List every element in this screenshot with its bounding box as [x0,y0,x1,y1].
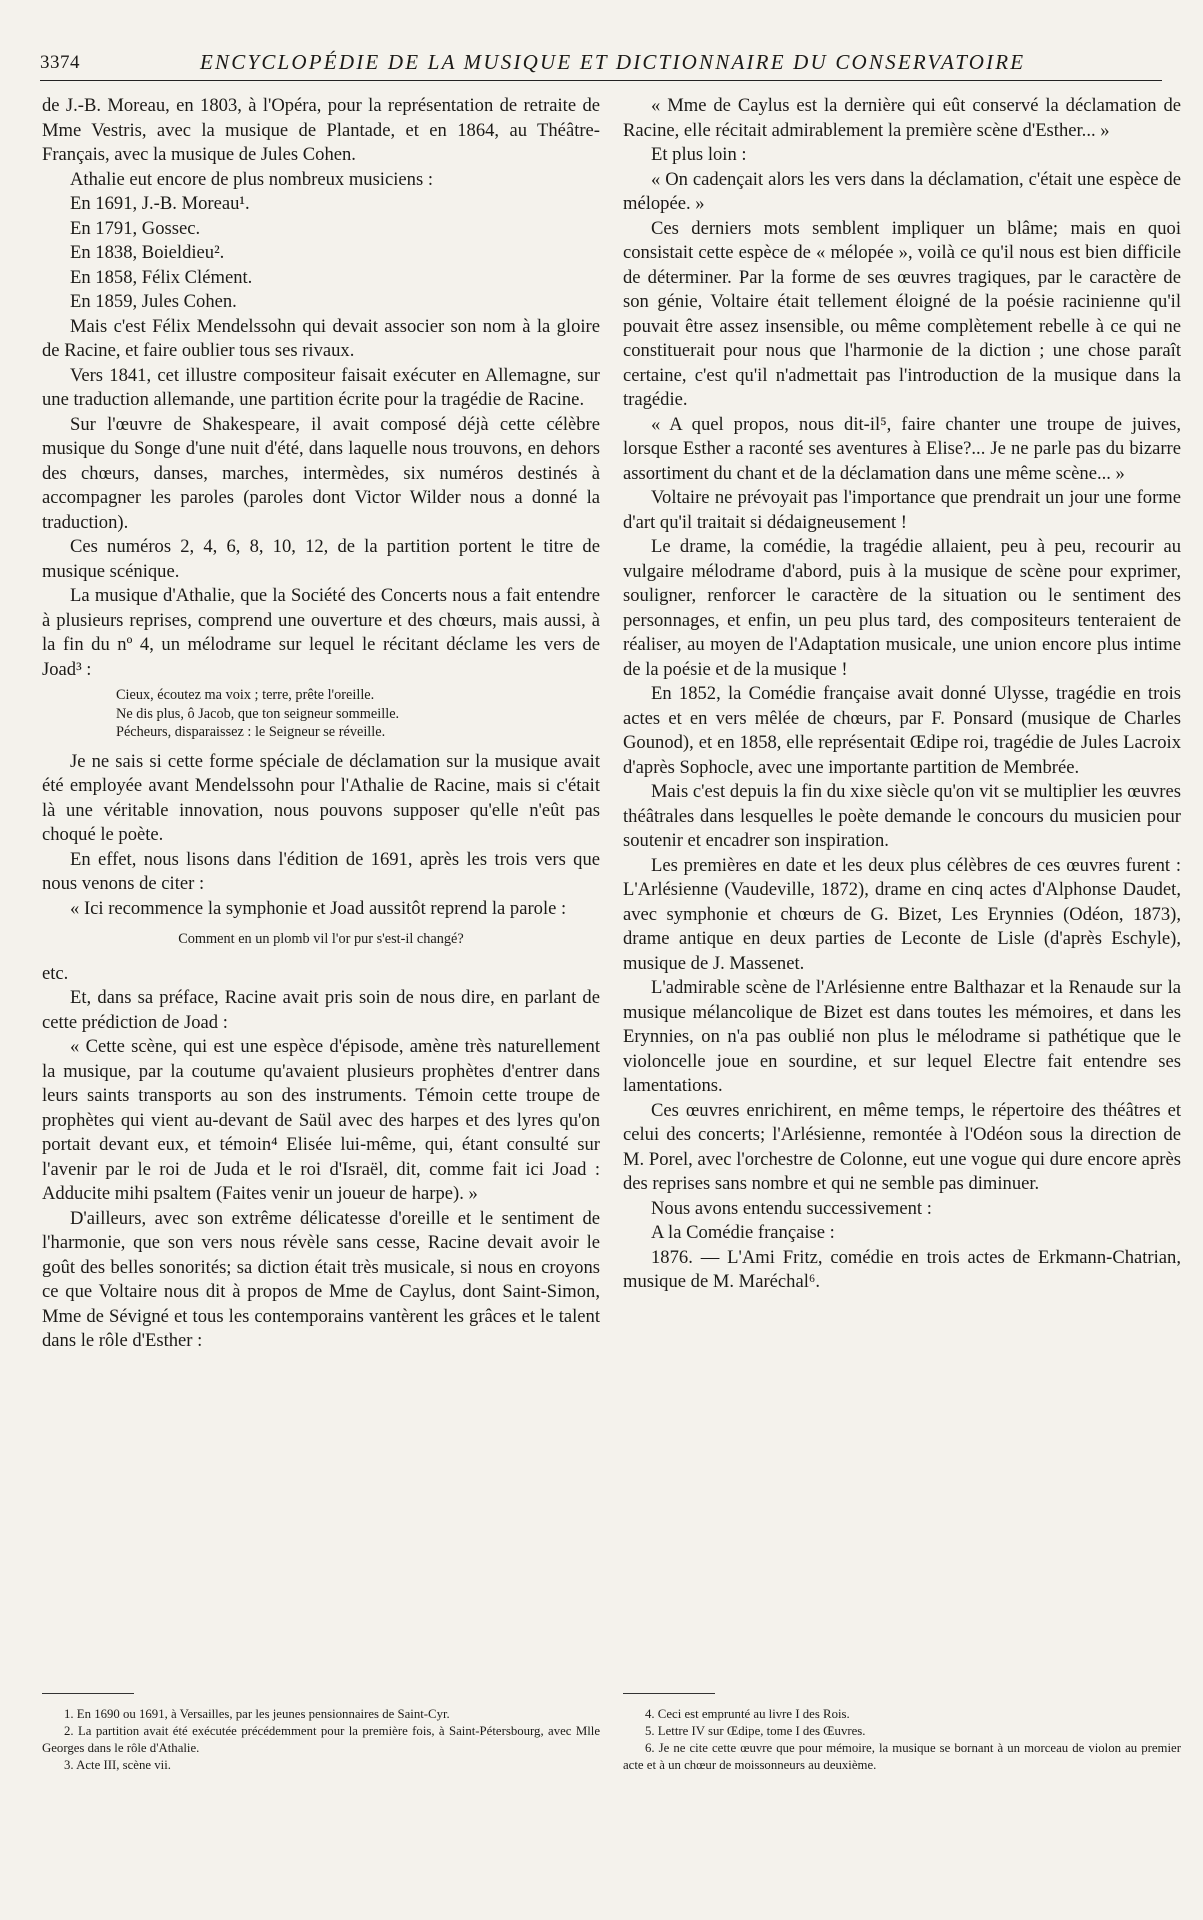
list-item: En 1691, J.-B. Moreau¹. [70,193,250,214]
footnote: 4. Ceci est emprunté au livre I des Rois. [645,1707,850,1721]
paragraph: etc. [42,962,69,984]
paragraph: « A quel propos, nous dit-il⁵, faire chanter une troupe de juives, lorsque Esther a raconté ses aventures à Elise?... Je ne parle pas du bizarre assortiment du chant et de la déclamation dans une même scène... » [623,413,1181,484]
paragraph: A la Comédie française : [651,1222,835,1243]
footnote: 3. Acte III, scène vii. [64,1758,171,1772]
paragraph: Le drame, la comédie, la tragédie allaient, peu à peu, recourir au vulgaire mélodrame d'abord, puis à la musique de scène pour exprimer, souligner, renforcer le caractère de la situation ou le sentiment des personnages, et enfin, un peu plus tard, des compositeurs tenteraient de réaliser, au moyen de l'Adaptation musicale, une union encore plus intime de la poésie et de la musique ! [623,536,1181,680]
list-item: En 1791, Gossec. [70,217,201,239]
left-column [42,94,600,1354]
paragraph: « On cadençait alors les vers dans la déclamation, c'était une espèce de mélopée. » [623,168,1181,214]
footnote: 1. En 1690 ou 1691, à Versailles, par les jeunes pensionnaires de Saint-Cyr. [64,1707,450,1721]
paragraph: Je ne sais si cette forme spéciale de déclamation sur la musique avait été employée avant Mendelssohn pour l'Athalie de Racine, mais si c'était là une véritable innovation, nous pouvons supposer qu'elle n'eût pas choqué le poète. [42,750,600,845]
paragraph: L'admirable scène de l'Arlésienne entre Balthazar et la Renaude sur la musique mélancolique de Bizet est dans toutes les mémoires, et dans les Erynnies, on n'a pas oublié non plus le mélodrame si pathétique que le violoncelle joue en sourdine, et sur lequel Electre fait entendre ses lamentations. [623,977,1181,1096]
list-item: En 1838, Boieldieu². [70,242,225,263]
paragraph: Ces numéros 2, 4, 6, 8, 10, 12, de la partition portent le titre de musique scénique. [42,536,600,582]
paragraph: Sur l'œuvre de Shakespeare, il avait composé déjà cette célèbre musique du Songe d'une nuit d'été, dans laquelle nous trouvons, en dehors des chœurs, danses, marches, intermèdes, six numéros destinés à accompagner les paroles (paroles dont Victor Wilder nous a donné la traduction). [42,413,600,533]
page-header [40,52,1162,81]
paragraph: Et plus loin : [651,144,747,165]
paragraph: Athalie eut encore de plus nombreux musiciens : [70,168,433,190]
paragraph: Voltaire ne prévoyait pas l'importance que prendrait un jour une forme d'art qu'il traitait si dédaigneusement ! [623,487,1181,533]
footnote-rule [623,1693,715,1694]
paragraph: En effet, nous lisons dans l'édition de 1691, après les trois vers que nous venons de citer : [42,848,600,894]
paragraph: Mais c'est depuis la fin du xixe siècle qu'on vit se multiplier les œuvres théâtrales dans lesquelles le poète demande le concours du musicien pour soutenir et encadrer son inspiration. [623,781,1181,851]
paragraph: de J.-B. Moreau, en 1803, à l'Opéra, pour la représentation de retraite de Mme Vestris, avec la musique de Plantade, et en 1864, au Théâtre-Français, avec la musique de Jules Cohen. [42,95,600,165]
footnote-rule [42,1693,134,1694]
running-title: ENCYCLOPÉDIE DE LA MUSIQUE ET DICTIONNAIRE DU CONSERVATOIRE [200,50,1026,74]
paragraph: « Cette scène, qui est une espèce d'épisode, amène très naturellement la musique, par la coutume qu'avaient plusieurs prophètes d'entrer dans leurs saints transports au son des instruments. Témoin cette troupe de prophètes qui vient au-devant de Saül avec des harpes et des lyres qu'on portait devant eux, et témoin⁴ Elisée lui-même, qui, étant consulté sur l'avenir par le roi de Juda et le roi d'Israël, dit, comme fait ici Joad : Adducite mihi psaltem (Faites venir un joueur de harpe). » [42,1036,600,1204]
paragraph: La musique d'Athalie, que la Société des Concerts nous a fait entendre à plusieurs reprises, comprend une ouverture et des chœurs, mais aussi, à la fin du nº 4, un mélodrame sur lequel le récitant déclame les vers de Joad³ : [42,585,600,680]
paragraph: « Mme de Caylus est la dernière qui eût conservé la déclamation de Racine, elle récitait admirablement la première scène d'Esther... » [623,95,1181,141]
footnote: 2. La partition avait été exécutée précédemment pour la première fois, à Saint-Pétersbourg, avec Mlle Georges dans le rôle d'Athalie. [42,1724,600,1755]
verse-line: Comment en un plomb vil l'or pur s'est-il changé? [178,931,464,947]
paragraph: Ces œuvres enrichirent, en même temps, le répertoire des théâtres et celui des concerts; l'Arlésienne, remontée à l'Odéon sous la direction de M. Porel, avec l'orchestre de Colonne, eut une vogue qui dure encore après des reprises sans nombre et qui ne semble pas diminuer. [623,1099,1181,1194]
list-item: En 1858, Félix Clément. [70,266,253,288]
paragraph: Vers 1841, cet illustre compositeur faisait exécuter en Allemagne, sur une traduction allemande, une partition écrite pour la tragédie de Racine. [42,364,600,410]
paragraph: Les premières en date et les deux plus célèbres de ces œuvres furent : L'Arlésienne (Vaudeville, 1872), drame en cinq actes d'Alphonse Daudet, avec symphonie et chœurs de G. Bizet, Les Erynnies (Odéon, 1873), drame antique en deux parties de Leconte de Lisle (d'après Eschyle), musique de J. Massenet. [623,854,1181,974]
page-number: 3374 [40,52,80,73]
paragraph: Mais c'est Félix Mendelssohn qui devait associer son nom à la gloire de Racine, et faire oublier tous ses rivaux. [42,315,600,361]
paragraph: En 1852, la Comédie française avait donné Ulysse, tragédie en trois actes et en vers mêlée de chœurs, par F. Ponsard (musique de Charles Gounod), et en 1858, elle représentait Œdipe roi, tragédie de Jules Lacroix d'après Sophocle, avec une importante partition de Membrée. [623,683,1181,778]
paragraph: 1876. — L'Ami Fritz, comédie en trois actes de Erkmann-Chatrian, musique de M. Maréchal⁶. [623,1246,1181,1292]
paragraph: Ces derniers mots semblent impliquer un blâme; mais en quoi consistait cette espèce de « mélopée », voilà ce qu'il nous est bien difficile de déterminer. Par la forme de ses œuvres tragiques, par le caractère de son génie, Voltaire était tellement éloigné de la poésie racinienne qu'il pouvait être assez insensible, ou même complètement rebelle à ce qui ne constituerait pour nous que l'harmonie de la diction ; une chose paraît certaine, c'est qu'il n'admettait pas l'introduction de la musique dans la tragédie. [623,217,1181,410]
footnotes-left [42,1706,600,1774]
right-column [623,94,1181,1295]
footnote: 5. Lettre IV sur Œdipe, tome I des Œuvres. [645,1724,866,1738]
paragraph: D'ailleurs, avec son extrême délicatesse d'oreille et le sentiment de l'harmonie, que son vers nous révèle sans cesse, Racine devait avoir le goût des belles sonorités; sa diction était très musicale, si nous en croyons ce que Voltaire nous dit à propos de Mme de Caylus, dont Saint-Simon, Mme de Sévigné et tous les contemporains vantèrent les grâces et le talent dans le rôle d'Esther : [42,1207,600,1351]
verse-line: Ne dis plus, ô Jacob, que ton seigneur sommeille. [116,705,400,722]
verse-line: Cieux, écoutez ma voix ; terre, prête l'oreille. [116,687,375,703]
verse-quote [42,682,600,750]
footnote: 6. Je ne cite cette œuvre que pour mémoire, la musique se bornant à un morceau de violon au premier acte et à un chœur de moissonneurs au deuxième. [623,1741,1181,1772]
verse-line: Pécheurs, disparaissez : le Seigneur se réveille. [116,724,386,740]
paragraph: « Ici recommence la symphonie et Joad aussitôt reprend la parole : [70,897,567,919]
paragraph: Nous avons entendu successivement : [651,1197,932,1219]
footnotes-right [623,1706,1181,1774]
list-item: En 1859, Jules Cohen. [70,291,237,312]
paragraph: Et, dans sa préface, Racine avait pris soin de nous dire, en parlant de cette prédiction de Joad : [42,987,600,1033]
